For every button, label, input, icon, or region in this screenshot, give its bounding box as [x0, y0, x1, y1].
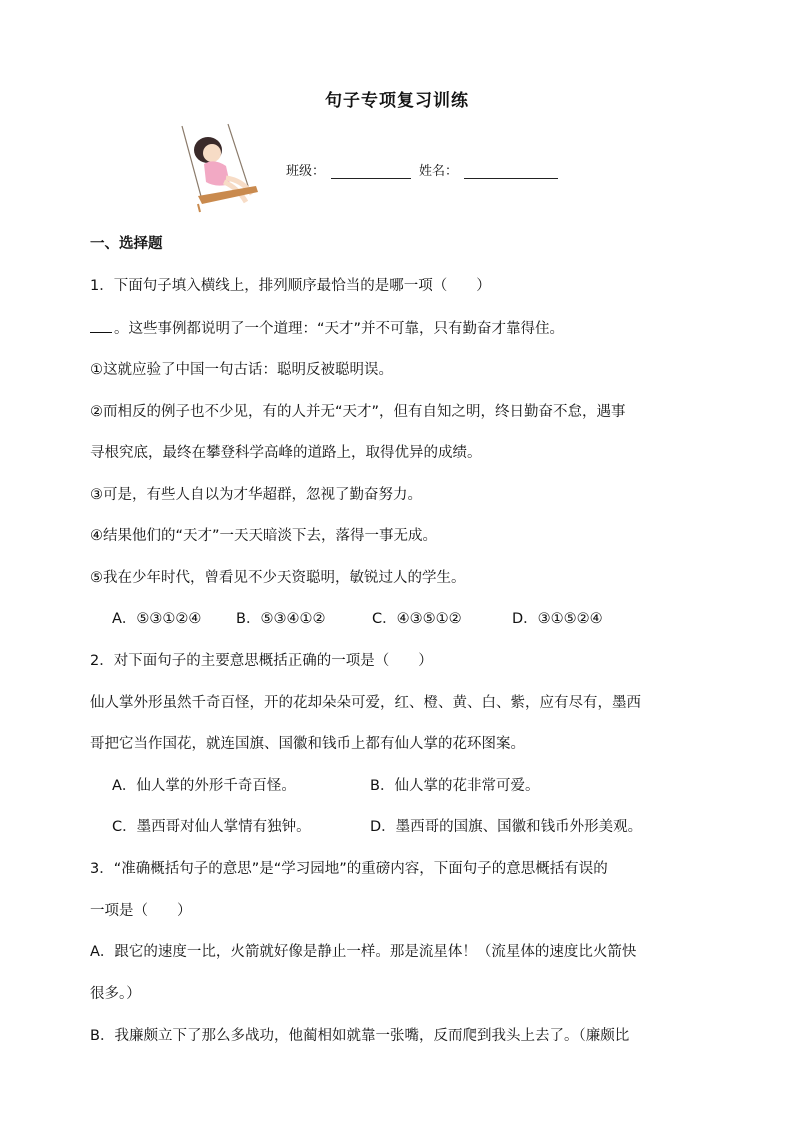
q1-sentence-3: ③可是，有些人自以为才华超群，忽视了勤奋努力。 [90, 487, 422, 503]
q1-option-a[interactable]: A．⑤③①②④ [112, 611, 202, 627]
q1-stem: 1．下面句子填入横线上，排列顺序最恰当的是哪一项（ ） [90, 278, 491, 294]
class-label: 班级： [286, 164, 326, 179]
q1-sentence-1: ①这就应验了中国一句古话：聪明反被聪明误。 [90, 362, 393, 378]
class-blank[interactable] [331, 162, 411, 179]
q2-option-c[interactable]: C．墨西哥对仙人掌情有独钟。 [112, 819, 311, 835]
q1-sentence-2b: 寻根究底，最终在攀登科学高峰的道路上，取得优异的成绩。 [90, 445, 482, 461]
q3-stem-b: 一项是（ ） [90, 903, 192, 919]
section-heading: 一、选择题 [90, 236, 163, 252]
q2-passage-1: 仙人掌外形虽然千奇百怪，开的花却朵朵可爱，红、橙、黄、白、紫，应有尽有，墨西 [90, 695, 641, 711]
q3-option-a-line2: 很多。） [90, 986, 141, 1002]
q3-stem-a: 3．“准确概括句子的意思”是“学习园地”的重磅内容，下面句子的意思概括有误的 [90, 861, 608, 877]
q1-answer-blank[interactable] [90, 318, 112, 333]
q3-option-a-line1[interactable]: A．跟它的速度一比，火箭就好像是静止一样。那是流星体！（流星体的速度比火箭快 [90, 944, 637, 960]
q2-option-a[interactable]: A．仙人掌的外形千奇百怪。 [112, 778, 296, 794]
name-blank[interactable] [464, 162, 558, 179]
q1-blank-tail: 。这些事例都说明了一个道理：“天才”并不可靠，只有勤奋才靠得住。 [114, 321, 565, 337]
q2-passage-2: 哥把它当作国花，就连国旗、国徽和钱币上都有仙人掌的花环图案。 [90, 736, 525, 752]
name-label: 姓名： [419, 164, 459, 179]
q1-option-b[interactable]: B．⑤③④①② [236, 611, 326, 627]
q2-option-b[interactable]: B．仙人掌的花非常可爱。 [370, 778, 540, 794]
girl-on-swing-illustration [168, 122, 268, 217]
q2-stem: 2．对下面句子的主要意思概括正确的一项是（ ） [90, 653, 433, 669]
q2-option-d[interactable]: D．墨西哥的国旗、国徽和钱币外形美观。 [370, 819, 643, 835]
q3-option-b-line1[interactable]: B．我廉颇立下了那么多战功，他蔺相如就靠一张嘴，反而爬到我头上去了。（廉颇比 [90, 1028, 630, 1044]
q1-sentence-5: ⑤我在少年时代，曾看见不少天资聪明，敏锐过人的学生。 [90, 570, 466, 586]
q1-sentence-4: ④结果他们的“天才”一天天暗淡下去，落得一事无成。 [90, 528, 438, 544]
q1-blank-line [90, 318, 710, 339]
student-info [286, 160, 566, 179]
q1-sentence-2a: ②而相反的例子也不少见，有的人并无“天才”，但有自知之明，终日勤奋不怠，遇事 [90, 404, 626, 420]
page-title: 句子专项复习训练 [325, 91, 469, 111]
q1-option-c[interactable]: C．④③⑤①② [372, 611, 462, 627]
q1-option-d[interactable]: D．③①⑤②④ [512, 611, 603, 627]
